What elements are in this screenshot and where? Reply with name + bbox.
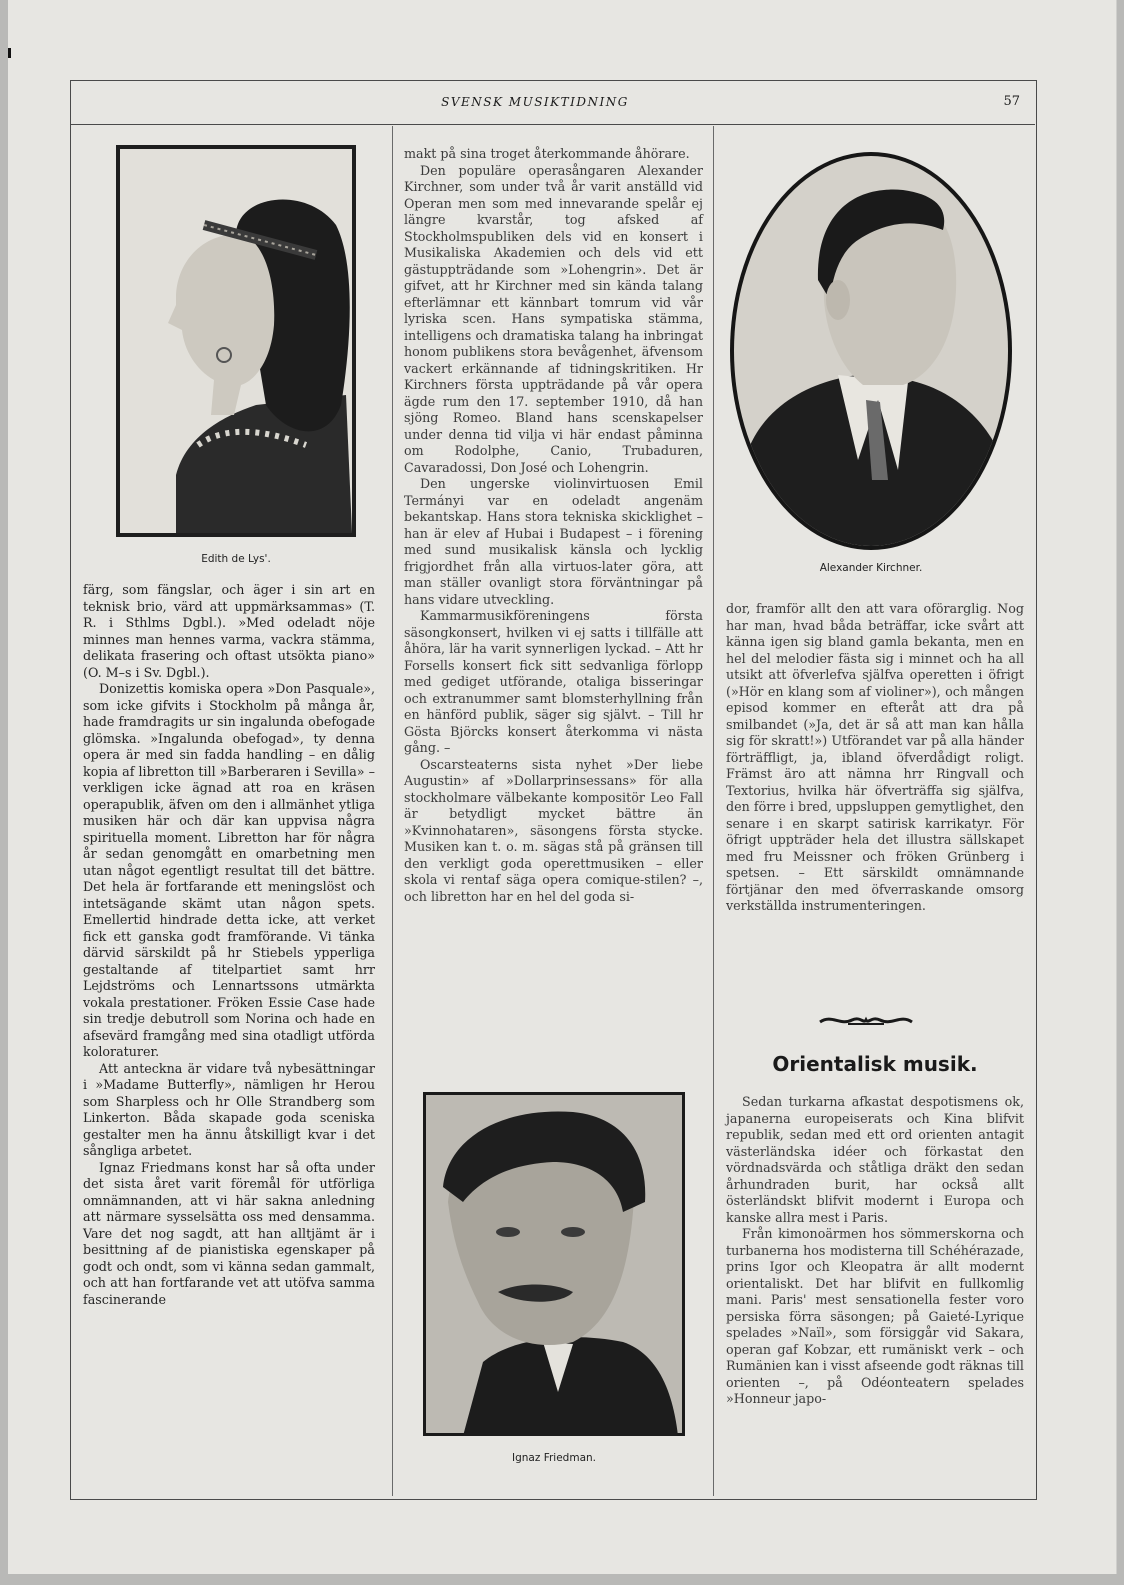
caption-edith-de-lys: Edith de Lys'.	[201, 553, 271, 565]
article-paragraph: Sedan turkarna afkastat despotismens ok, japanerna europeiserats och Kina blifvit republik, sedan med ett ord orienten antagit västerländska idéer och förkastat den vördnadsvärda och ståtliga dräkt den sedan århundraden burit, har också allt österländskt blifvit modernt i Europa och kanske allra mest i Paris.	[726, 1094, 1024, 1225]
article-paragraph: Från kimonoärmen hos sömmerskorna och turbanerna hos modisterna till Schéhérazade, prins Igor och Kleopatra är allt modernt orientaliskt. Det har blifvit en fullkomlig mani. Paris' mest sensationella fester voro persiska förra säsongen; på Gaieté-Lyrique spelades »Naïl», som försiggår vid Sakara, operan gaf Kobzar, ett rumäniskt verk – och Rumänien kan i visst afseende godt räknas till orienten –, på Odéonteatern spelades »Honneur japo-	[726, 1226, 1024, 1406]
photo-alexander-kirchner	[728, 150, 1014, 556]
column-2	[404, 146, 703, 905]
column-2-paragraph: Den populäre operasångaren Alexander Kirchner, som under två år varit anställd vid Operan men som med innevarande spelår ej längre kvarstår, tog afsked af Stockholmspubliken dels vid en konsert i Musikaliska Akademien och dels vid ett gästuppträdande som »Lohengrin». Det är gifvet, att hr Kirchner med sin kända talang efterlämnar ett kännbart tomrum vid vår lyriska scen. Hans sympatiska stämma, intelligens och dramatiska talang ha inbringat honom publikens stora bevågenhet, äfvensom vackert erkännande af tidningskritiken. Hr Kirchners första uppträdande på vår opera ägde rum den 17. september 1910, då han sjöng Romeo. Bland hans scenskapelser under denna tid vilja vi här endast påminna om Rodolphe, Canio, Trubaduren, Cavaradossi, Don José och Lohengrin.	[404, 162, 703, 475]
column-divider-right	[713, 126, 714, 1496]
caption-ignaz-friedman: Ignaz Friedman.	[512, 1452, 596, 1464]
column-2-paragraph: Kammarmusikföreningens första säsongkonsert, hvilken vi ej satts i tillfälle att åhöra, lär ha varit synnerligen lyckad. – Att hr Forsells konsert fick sitt sedvanliga förlopp med gediget utförande, otaliga bisseringar och extranummer samt blomsterhyllning från en hänförd publik, säger sig självt. – Till hr Gösta Björcks konsert återkomma vi nästa gång. –	[404, 608, 703, 755]
column-1	[83, 582, 375, 1308]
column-1-paragraph: Donizettis komiska opera »Don Pasquale», som icke gifvits i Stockholm på många år, hade framdragits ur sin ingalunda obefogade glömska. »Ingalunda obefogad», ty denna opera är med sin fadda handling – en dålig kopia af libretton till »Barberaren i Sevilla» – verkligen icke ägnad att roa en kräsen operapublik, äfven om den i allmänhet ytliga musiken här och där kan uppvisa några spirituella moment. Libretton har för några år sedan genomgått en omarbetning men utan något egentligt resultat till det bättre. Det hela är fortfarande ett meningslöst och intetsägande skämt utan någon spets. Emellertid hindrade detta icke, att verket fick ett ganska godt framförande. Vi tänka därvid särskildt på hr Stiebels ypperliga gestaltande af titelpartiet samt hrr Lejdströms och Lennartssons utmärkta vokala prestationer. Fröken Essie Case hade sin tredje debutroll som Norina och hade en afsevärd framgång med sina otadligt utförda koloraturer.	[83, 681, 375, 1059]
article-body	[726, 1094, 1024, 1408]
caption-alexander-kirchner: Alexander Kirchner.	[819, 562, 923, 574]
header-rule	[70, 124, 1035, 125]
column-divider-left	[392, 126, 393, 1496]
column-2-paragraph: Oscarsteaterns sista nyhet »Der liebe Augustin» af »Dollarprinsessans» för alla stockholmare välbekante kompositör Leo Fall är betydligt mycket bättre än »Kvinnohataren», säsongens första stycke. Musiken kan t. o. m. sägas stå på gränsen till den verkligt goda operettmusiken – eller skola vi rentaf säga opera comique-stilen? –, och libretton har en hel del goda si-	[404, 756, 703, 904]
column-1-paragraph: färg, som fängslar, och äger i sin art en teknisk brio, värd att uppmärksammas» (T. R. i Sthlms Dgbl.). »Med odeladt nöje minnes man hennes varma, vackra stämma, delikata frasering och oftast utsökta piano» (O. M–s i Sv. Dgbl.).	[83, 582, 375, 680]
margin-mark	[8, 48, 11, 58]
page-number: 57	[1003, 94, 1020, 109]
column-1-paragraph: Att anteckna är vidare två nybesättningar i »Madame Butterfly», nämligen hr Herou som Sharpless och hr Olle Strandberg som Linkerton. Båda skapade goda sceniska gestalter men ha ännu åtskilligt kvar i det sångliga arbetet.	[83, 1060, 375, 1158]
column-3	[726, 601, 1024, 915]
column-1-paragraph: Ignaz Friedmans konst har så ofta under det sista året varit föremål för utförliga omnämnanden, att vi här sakna anledning att närmare sysselsätta oss med densamma. Vare det nog sagdt, att han alltjämt är i besittning af de pianistiska egenskaper på godt och ondt, som vi känna sedan gammalt, och att han fortfarande vet att utöfva samma fascinerande	[83, 1159, 375, 1307]
photo-ignaz-friedman	[423, 1092, 685, 1436]
column-2-paragraph: makt på sina troget återkommande åhörare.	[404, 146, 690, 161]
photo-edith-de-lys	[116, 145, 356, 537]
journal-title: SVENSK MUSIKTIDNING	[441, 95, 629, 109]
section-ornament	[818, 1012, 914, 1028]
article-title: Orientalisk musik.	[772, 1052, 978, 1076]
column-2-paragraph: Den ungerske violinvirtuosen Emil Termányi var en odeladt angenäm bekantskap. Hans stora tekniska skicklighet – han är elev af Hubai i Budapest – i förening med sund musikalisk känsla och lycklig frigjordhet från alla virtuos-later göra, att man ställer ovanligt stora förväntningar på hans vidare utveckling.	[404, 476, 703, 607]
column-3-paragraph: dor, framför allt den att vara oförarglig. Nog har man, hvad båda beträffar, icke svårt att känna igen sig bland gamla bekanta, men en hel del melodier fästa sig i minnet och ha all utsikt att öfverlefva själfva operetten i öfrigt (»Hör en klang som af violiner»), och mången episod kommer en efteråt att dra på smilbandet (»Ja, det är så att man kan hålla sig för skratt!») Utförandet var på alla händer förträffligt, ja, ibland öfverdådigt roligt. Främst äro att nämna hrr Ringvall och Textorius, hvilka här öfverträffa sig själfva, den förre i bred, uppsluppen gemytlighet, den senare i en skarpt satirisk karrikatyr. För öfrigt uppträder hela det illustra sällskapet med fru Meissner och fröken Grünberg i spetsen. – Ett särskildt omnämnande förtjänar den med öfverraskande omsorg verkställda instrumenteringen.	[726, 601, 1024, 913]
